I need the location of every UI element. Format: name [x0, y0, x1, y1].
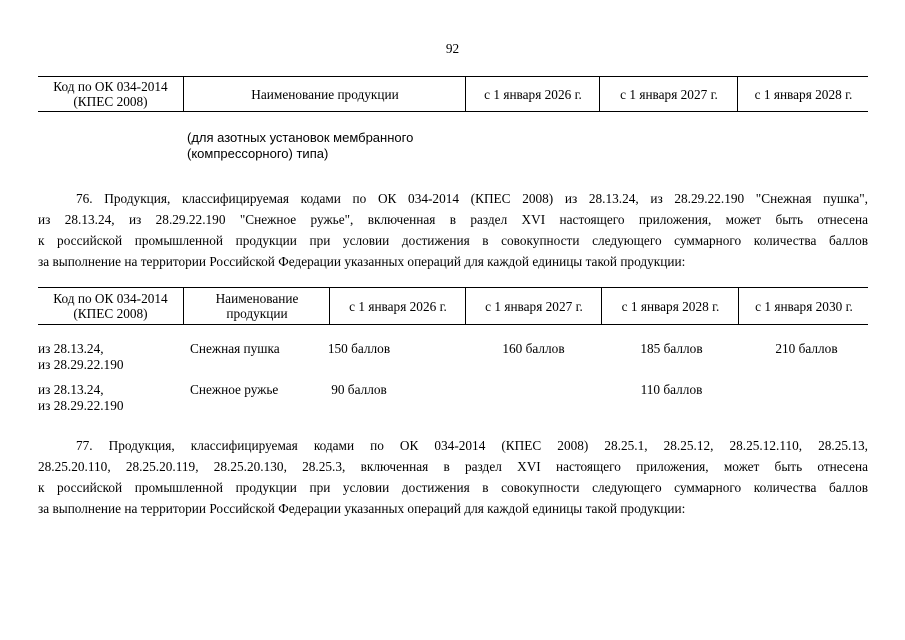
table1-header-code-text: Код по ОК 034-2014 (КПЕС 2008): [53, 79, 168, 109]
paragraph-77-line: к российской промышленной продукции при условии достижения в совокупности следующего суммарного количества баллов: [38, 480, 868, 495]
table2-header-name: [183, 288, 330, 324]
table2-header-2027-text: с 1 января 2027 г.: [485, 298, 583, 314]
row-code-line: из 28.29.22.190: [38, 357, 124, 372]
table1-header-2028: [737, 77, 869, 111]
table2-header-name-text: Наименование продукции: [215, 291, 299, 321]
table1-header-name: [183, 77, 466, 111]
table2-header-2026-text: с 1 января 2026 г.: [349, 298, 447, 314]
continuation-line: (компрессорного) типа): [187, 146, 329, 161]
table1-header-2026-text: с 1 января 2026 г.: [484, 86, 582, 102]
row-2028: 185 баллов: [640, 341, 703, 356]
table2-header: [38, 287, 868, 325]
row-2026: 90 баллов: [331, 382, 387, 397]
paragraph-77: [38, 435, 868, 519]
table2-header-2028-text: с 1 января 2028 г.: [621, 298, 720, 314]
row-code: [38, 341, 124, 373]
row-2026: 150 баллов: [327, 341, 391, 356]
row-code-line: из 28.13.24,: [38, 341, 104, 356]
paragraph-77-line: за выполнение на территории Российской Федерации указанных операций для каждой единицы такой продукции:: [38, 501, 686, 516]
row-name: Снежная пушка: [190, 341, 280, 356]
table2-header-2030: [738, 288, 869, 324]
table2-header-code-text: Код по ОК 034-2014 (КПЕС 2008): [53, 291, 168, 321]
paragraph-77-line: 77. Продукция, классифицируемая кодами по ОК 034-2014 (КПЕС 2008) 28.25.1, 28.25.12, 28.25.12.110, 28.25.13,: [76, 438, 868, 453]
table1-header-2027: [599, 77, 738, 111]
row-2028: 110 баллов: [640, 382, 703, 397]
table1-header-2026: [465, 77, 600, 111]
continuation-line: (для азотных установок мембранного: [187, 130, 414, 145]
row-2027: 160 баллов: [502, 341, 565, 356]
paragraph-76-line: из 28.13.24, из 28.29.22.190 "Снежное ружье", включенная в раздел XVI настоящего приложения, может быть отнесена: [38, 212, 868, 227]
table1-header-2027-text: с 1 января 2027 г.: [620, 86, 718, 102]
table2-header-2030-text: с 1 января 2030 г.: [755, 298, 853, 314]
table2-header-code: [38, 288, 183, 324]
page-number: 92: [445, 41, 460, 56]
row-name: Снежное ружье: [190, 382, 279, 397]
table2-header-2027: [465, 288, 602, 324]
table1-header-name-text: Наименование продукции: [251, 86, 399, 102]
paragraph-76-line: к российской промышленной продукции при условии достижения в совокупности следующего суммарного количества баллов: [38, 233, 868, 248]
paragraph-76-line: за выполнение на территории Российской Федерации указанных операций для каждой единицы такой продукции:: [38, 254, 686, 269]
table1-header-code: [38, 77, 183, 111]
row-code: [38, 382, 124, 414]
row-code-line: из 28.13.24,: [38, 382, 104, 397]
table2-header-2028: [601, 288, 739, 324]
table1-header: [38, 76, 868, 112]
row-2030: 210 баллов: [775, 341, 838, 356]
paragraph-76-line: 76. Продукция, классифицируемая кодами по ОК 034-2014 (КПЕС 2008) из 28.13.24, из 28.29.22.190 "Снежная пушка",: [76, 191, 868, 206]
table2-header-2026: [329, 288, 466, 324]
paragraph-77-line: 28.25.20.110, 28.25.20.119, 28.25.20.130, 28.25.3, включенная в раздел XVI настоящего приложения, может быть отнесена: [38, 459, 868, 474]
table1-header-2028-text: с 1 января 2028 г.: [754, 86, 853, 102]
paragraph-76: [38, 188, 868, 272]
row-code-line: из 28.29.22.190: [38, 398, 124, 413]
table1-continuation: [187, 130, 413, 162]
